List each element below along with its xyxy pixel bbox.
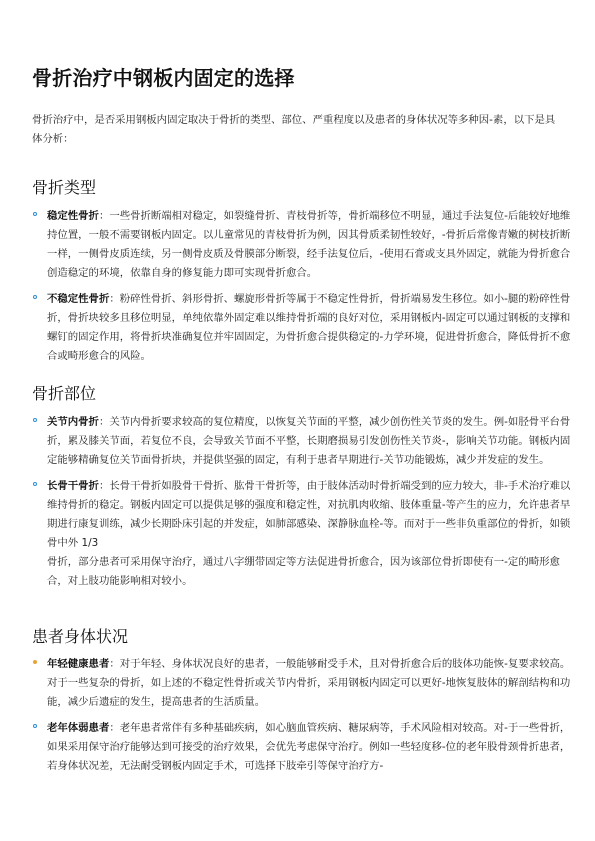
item-text: ：一些骨折断端相对稳定，如裂缝骨折、青枝骨折等，骨折端移位不明显，通过手法复位-后能较好地维持位置，一般不需要钢板内固定。以儿童常见的青枝骨折为例，因其骨质柔韧性较好，-骨折后常像青嫩的树枝折断一样，一侧骨皮质连续，另一侧骨皮质及骨膜部分断裂，经手法复位后，-使用石膏或支具外固定，就能为骨折愈合创造稳定的环境，依靠自身的修复能力即可实现骨折愈合。 [47, 210, 571, 279]
item-text: ：老年患者常伴有多种基础疾病，如心脑血管疾病、糖尿病等，手术风险相对较高。对-于一些骨折，如果采用保守治疗能够达到可接受的治疗效果，会优先考虑保守治疗。例如一些轻度移-位的老年股骨颈骨折患者，若身体状况差，无法耐受钢板内固定手术，可选择下肢牵引等保守治疗方- [47, 722, 571, 772]
bullet-icon [33, 295, 37, 299]
section-heading-fracture-type: 骨折类型 [32, 178, 97, 197]
section-heading-patient-condition: 患者身体状况 [32, 627, 129, 646]
list-item-stable-fracture [32, 207, 577, 283]
list-item-unstable-fracture [32, 290, 577, 366]
item-term: 不稳定性骨折 [47, 293, 110, 305]
bullet-icon [33, 660, 37, 664]
list-fracture-site [32, 413, 577, 591]
list-item-intra-articular [32, 413, 577, 470]
list-fracture-type [32, 207, 577, 366]
list-item-elderly-frail [32, 719, 577, 776]
item-term: 长骨干骨折 [47, 480, 99, 492]
item-text-continued: 骨折，部分患者可采用保守治疗，通过八字绷带固定等方法促进骨折愈合，因为该部位骨折即使有一-定的畸形愈合，对上肢功能影响相对较小。 [47, 556, 560, 587]
item-term: 年轻健康患者 [47, 658, 110, 670]
bullet-icon [33, 482, 37, 486]
item-text: ：对于年轻、身体状况良好的患者，一般能够耐受手术，且对骨折愈合后的肢体功能恢-复要求较高。对于一些复杂的骨折，如上述的不稳定性骨折或关节内骨折，采用钢板内固定可以更好-地恢复肢体的解剖结构和功能，减少后遗症的发生，提高患者的生活质量。 [47, 658, 571, 708]
item-term: 稳定性骨折 [47, 210, 99, 222]
bullet-icon [33, 418, 37, 422]
section-heading-fracture-site: 骨折部位 [32, 384, 97, 403]
bullet-icon [33, 724, 37, 728]
item-text: ：关节内骨折要求较高的复位精度，以恢复关节面的平整，减少创伤性关节炎的发生。例-如胫骨平台骨折，累及膝关节面，若复位不良，会导致关节面不平整，长期磨损易引发创伤性关节炎-，影响关节功能。钢板内固定能够精确复位关节面骨折块，并提供坚强的固定，有利于患者早期进行-关节功能锻炼，减少并发症的发生。 [47, 416, 571, 466]
intro-paragraph: 骨折治疗中，是否采用钢板内固定取决于骨折的类型、部位、严重程度以及患者的身体状况等多种因-素，以下是具体分析： [32, 114, 556, 145]
list-item-long-bone-shaft [32, 477, 577, 591]
list-item-young-healthy [32, 655, 577, 712]
item-term: 关节内骨折 [47, 416, 99, 428]
page-title: 骨折治疗中钢板内固定的选择 [32, 66, 295, 90]
bullet-icon [33, 212, 37, 216]
list-patient-condition [32, 655, 577, 776]
item-term: 老年体弱患者 [47, 722, 110, 734]
item-text: ：长骨干骨折如股骨干骨折、肱骨干骨折等，由于肢体活动时骨折端受到的应力较大，非-手术治疗难以维持骨折的稳定。钢板内固定可以提供足够的强度和稳定性，对抗肌肉收缩、肢体重量-等产生的应力，允许患者早期进行康复训练，减少长期卧床引起的并发症，如肺部感染、深静脉血栓-等。而对于一些非负重部位的骨折，如锁骨中外 1/3 [47, 480, 571, 549]
item-text: ：粉碎性骨折、斜形骨折、螺旋形骨折等属于不稳定性骨折，骨折端易发生移位。如小-腿的粉碎性骨折，骨折块较多且移位明显，单纯依靠外固定难以维持骨折端的良好对位，采用钢板内-固定可以通过钢板的支撑和螺钉的固定作用，将骨折块准确复位并牢固固定，为骨折愈合提供稳定的-力学环境，促进骨折愈合，降低骨折不愈合或畸形愈合的风险。 [47, 293, 571, 362]
